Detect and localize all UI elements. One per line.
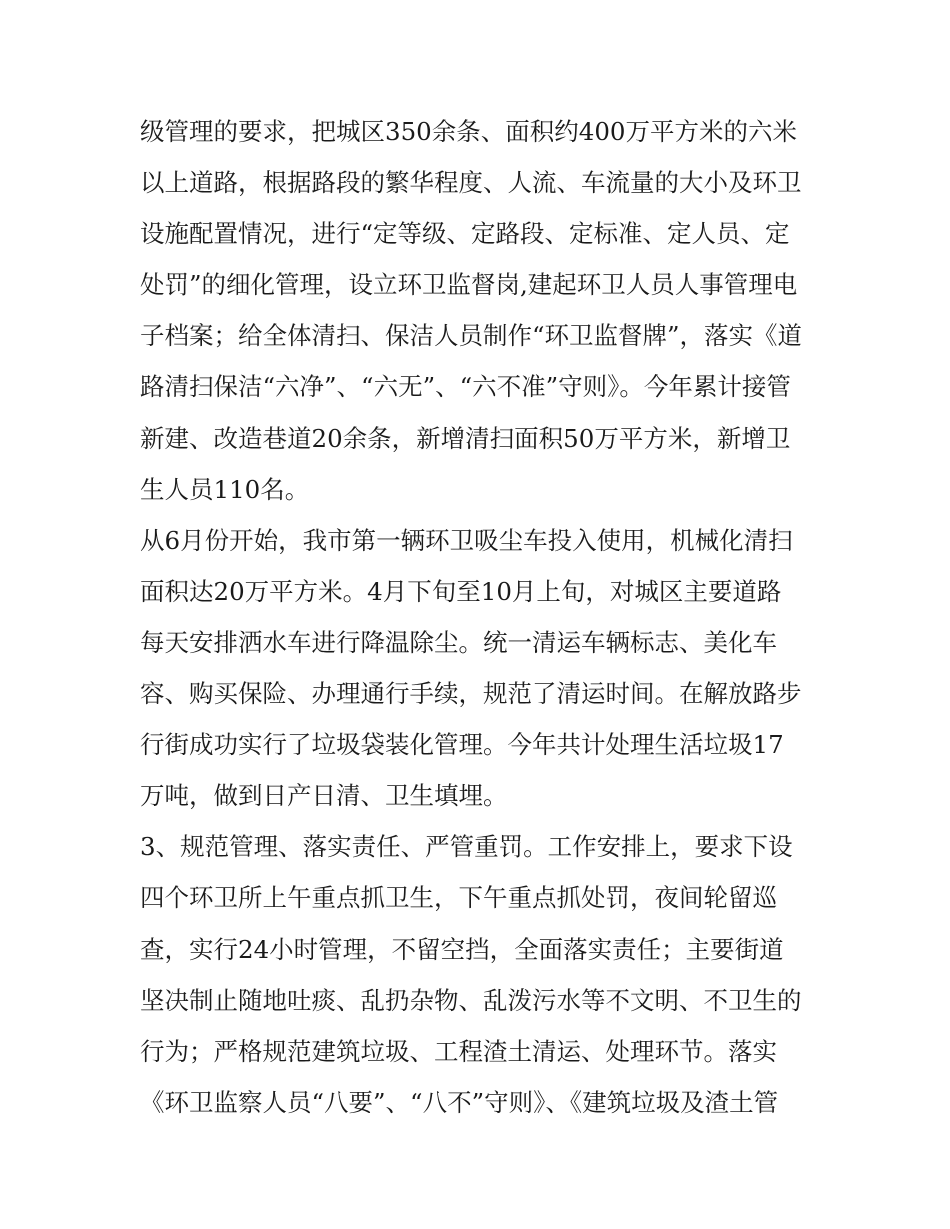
text-line: 路清扫保洁“六净”、“六无”、“六不准”守则》。今年累计接管 [140, 372, 791, 402]
text-line: 坚决制止随地吐痰、乱扔杂物、乱泼污水等不文明、不卫生的 [140, 985, 802, 1015]
text-line: 万吨，做到日产日清、卫生填埋。 [140, 781, 508, 811]
text-line: 级管理的要求，把城区350余条、面积约400万平方米的六米 [140, 117, 798, 146]
text-line: 面积达20万平方米。4月下旬至10月上旬，对城区主要道路 [140, 576, 782, 606]
text-line: 从6月份开始，我市第一辆环卫吸尘车投入使用，机械化清扫 [140, 525, 793, 555]
text-line: 每天安排洒水车进行降温除尘。统一清运车辆标志、美化车 [140, 627, 777, 657]
text-line: 3、规范管理、落实责任、严管重罚。工作安排上，要求下设 [140, 832, 793, 862]
text-line: 四个环卫所上午重点抓卫生，下午重点抓处罚，夜间轮留巡 [140, 883, 777, 913]
text-line: 以上道路，根据路段的繁华程度、人流、车流量的大小及环卫 [140, 168, 802, 198]
text-line: 处罚”的细化管理，设立环卫监督岗,建起环卫人员人事管理电 [140, 270, 798, 300]
text-line: 《环卫监察人员“八要”、“八不”守则》、《建筑垃圾及渣土管 [140, 1087, 779, 1117]
text-line: 行街成功实行了垃圾袋装化管理。今年共计处理生活垃圾17 [140, 730, 784, 760]
text-line: 设施配置情况，进行“定等级、定路段、定标准、定人员、定 [140, 219, 790, 249]
text-line: 容、购买保险、办理通行手续，规范了清运时间。在解放路步 [140, 679, 802, 709]
body-text [140, 106, 820, 1128]
text-line: 子档案；给全体清扫、保洁人员制作“环卫监督牌”，落实《道 [140, 321, 803, 351]
text-line: 行为；严格规范建筑垃圾、工程渣土清运、处理环节。落实 [140, 1036, 777, 1066]
text-line: 生人员110名。 [140, 474, 310, 504]
text-line: 查，实行24小时管理，不留空挡，全面落实责任；主要街道 [140, 934, 784, 964]
text-line: 新建、改造巷道20余条，新增清扫面积50万平方米，新增卫 [140, 423, 791, 453]
